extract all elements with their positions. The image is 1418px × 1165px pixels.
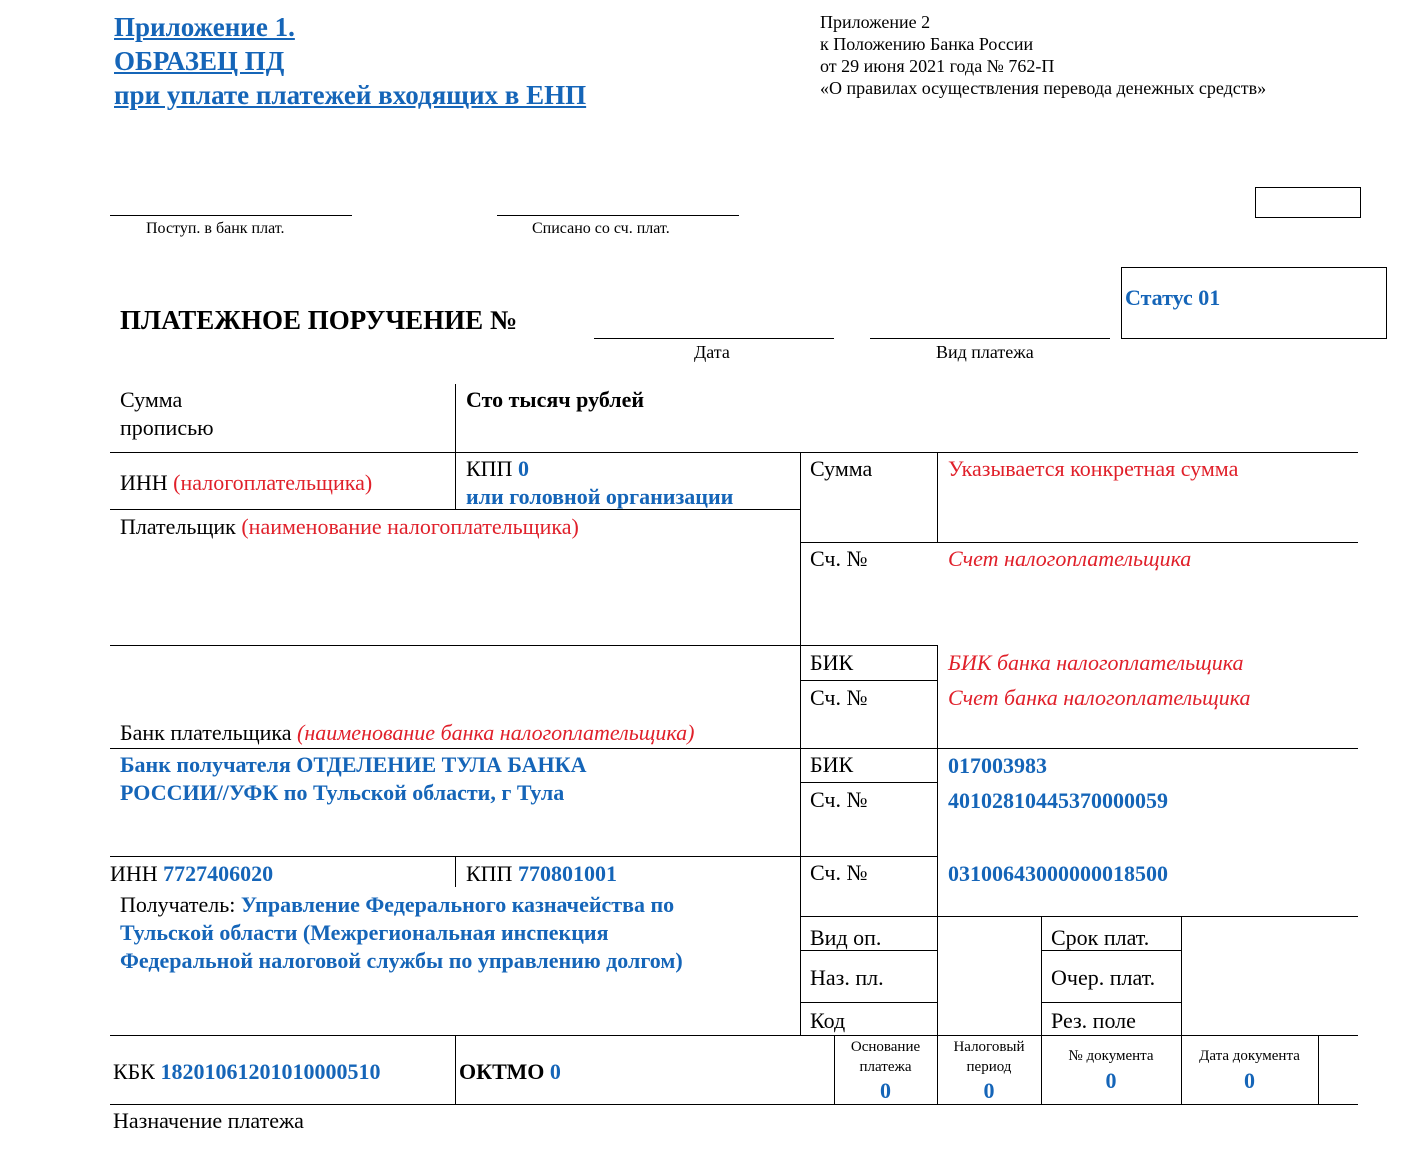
purpose-code-label: Наз. пл. <box>810 965 884 990</box>
recipient-kpp <box>466 861 617 887</box>
period-value: 0 <box>983 1078 995 1103</box>
payer-name <box>120 514 579 540</box>
payment-type-label: Вид платежа <box>936 342 1034 362</box>
recipient-inn <box>110 861 273 887</box>
period-label-line1: Налоговый <box>953 1039 1025 1055</box>
grid-line <box>1318 1035 1319 1104</box>
grid-line <box>937 916 938 1035</box>
grid-line <box>1041 1002 1181 1003</box>
appendix-line3: от 29 июня 2021 года № 762-П <box>820 56 1055 76</box>
basis-label-line2: платежа <box>859 1059 912 1075</box>
grid-line <box>800 916 1358 917</box>
debited-line <box>497 215 739 216</box>
doc-title-line3[interactable]: при уплате платежей входящих в ЕНП <box>114 80 587 110</box>
grid-line <box>455 856 456 887</box>
oktmo-value: 0 <box>549 1059 561 1084</box>
status-value: Статус 01 <box>1125 285 1221 310</box>
recipient-corr-account-value: 40102810445370000059 <box>948 788 1168 813</box>
grid-line <box>110 748 1358 749</box>
order-title: ПЛАТЕЖНОЕ ПОРУЧЕНИЕ № <box>120 305 518 335</box>
payer-account-value: Счет налогоплательщика <box>948 546 1192 571</box>
received-line <box>110 215 352 216</box>
doc-date-value: 0 <box>1244 1068 1255 1093</box>
payer-account-label: Сч. № <box>810 546 868 571</box>
recipient-inn-label: ИНН <box>110 861 158 886</box>
appendix-line2: к Положению Банка России <box>820 34 1034 54</box>
grid-line <box>455 1035 456 1104</box>
payer-bank-value: (наименование банка налогоплательщика) <box>297 720 695 745</box>
payer-bank-account-value: Счет банка налогоплательщика <box>948 685 1251 710</box>
date-label: Дата <box>694 342 730 362</box>
grid-line <box>110 452 1358 453</box>
payer-bank-label: Банк плательщика <box>120 720 292 745</box>
payer-kpp <box>466 456 529 482</box>
appendix-line1: Приложение 2 <box>820 12 931 32</box>
oktmo-label: ОКТМО <box>459 1059 545 1084</box>
grid-line <box>110 856 938 857</box>
oktmo <box>459 1059 561 1085</box>
recipient-bik-label: БИК <box>810 752 854 777</box>
amount-words-divider <box>455 384 456 452</box>
doc-no-value: 0 <box>1105 1068 1117 1093</box>
grid-line <box>110 645 938 646</box>
debited-label: Списано со сч. плат. <box>532 220 670 237</box>
kbk <box>113 1059 380 1085</box>
grid-line <box>800 680 938 681</box>
doc-title-line2[interactable]: ОБРАЗЕЦ ПД <box>114 46 285 76</box>
recipient-bank-name2: РОССИИ//УФК по Тульской области, г Тула <box>120 780 565 805</box>
recipient-bik-value: 017003983 <box>948 753 1047 778</box>
grid-line <box>110 1104 1358 1105</box>
recipient-account-value: 03100643000000018500 <box>948 861 1168 886</box>
recipient-account-label: Сч. № <box>810 860 868 885</box>
payer-bank-account-label: Сч. № <box>810 685 868 710</box>
recipient-name3: Федеральной налоговой службы по управлению долгом) <box>120 948 683 973</box>
code-label: Код <box>810 1008 846 1033</box>
period-label <box>937 1037 1041 1077</box>
period-label-line2: период <box>966 1059 1012 1075</box>
grid-line <box>1181 916 1182 1035</box>
recipient-bank-line1 <box>120 752 586 778</box>
priority-label: Очер. плат. <box>1051 965 1156 990</box>
recipient-name1: Управление Федерального казначейства по <box>240 892 675 917</box>
payer-name-label: Плательщик <box>120 514 236 539</box>
payer-bik-value: БИК банка налогоплательщика <box>948 650 1244 675</box>
grid-line <box>937 748 938 916</box>
grid-line <box>800 1002 938 1003</box>
amount-words-label-2: прописью <box>120 415 214 440</box>
recipient-name-label: Получатель: <box>120 892 236 917</box>
form-code-box <box>1255 187 1361 218</box>
recipient-bank-name1: ОТДЕЛЕНИЕ ТУЛА БАНКА <box>296 752 587 777</box>
payer-inn <box>120 470 372 496</box>
basis-value: 0 <box>880 1078 891 1103</box>
payer-inn-label: ИНН <box>120 470 168 495</box>
sum-label: Сумма <box>810 456 873 481</box>
kbk-value: 18201061201010000510 <box>160 1059 381 1084</box>
recipient-corr-account-label: Сч. № <box>810 787 868 812</box>
doc-no-label: № документа <box>1068 1048 1154 1064</box>
payer-inn-value: (налогоплательщика) <box>173 470 373 495</box>
grid-line <box>800 782 938 783</box>
doc-title-line1[interactable]: Приложение 1. <box>114 12 295 42</box>
recipient-name-line1 <box>120 892 674 918</box>
payer-kpp-value: 0 <box>517 456 529 481</box>
basis-label <box>834 1037 937 1077</box>
payment-type-line <box>870 338 1110 339</box>
recipient-inn-value: 7727406020 <box>163 861 274 886</box>
payer-bik-label: БИК <box>810 650 854 675</box>
received-label: Поступ. в банк плат. <box>146 220 285 237</box>
payer-kpp-label: КПП <box>466 456 513 481</box>
doc-date-label: Дата документа <box>1199 1048 1300 1064</box>
op-type-label: Вид оп. <box>810 925 882 950</box>
grid-line <box>800 542 1358 543</box>
recipient-bank-label: Банк получателя <box>120 752 291 777</box>
deadline-label: Срок плат. <box>1051 925 1150 950</box>
sum-value: Указывается конкретная сумма <box>948 456 1239 481</box>
date-line <box>594 338 834 339</box>
amount-words-label-1: Сумма <box>120 387 183 412</box>
recipient-name2: Тульской области (Межрегиональная инспекция <box>120 920 609 945</box>
grid-line <box>937 452 938 543</box>
grid-line <box>1041 916 1042 1035</box>
amount-words-value: Сто тысяч рублей <box>466 387 645 412</box>
payer-bank <box>120 720 694 746</box>
reserve-label: Рез. поле <box>1051 1008 1136 1033</box>
grid-line <box>800 452 801 1035</box>
grid-line <box>110 1035 1358 1036</box>
kbk-label: КБК <box>113 1059 155 1084</box>
grid-line <box>937 645 938 748</box>
basis-label-line1: Основание <box>850 1039 921 1055</box>
payer-kpp-note: или головной организации <box>466 484 734 509</box>
recipient-kpp-label: КПП <box>466 861 513 886</box>
purpose-label: Назначение платежа <box>113 1108 304 1133</box>
appendix-line4: «О правилах осуществления перевода денежных средств» <box>820 78 1267 98</box>
payer-name-value: (наименование налогоплательщика) <box>241 514 579 539</box>
recipient-kpp-value: 770801001 <box>517 861 617 886</box>
grid-line <box>455 452 456 509</box>
